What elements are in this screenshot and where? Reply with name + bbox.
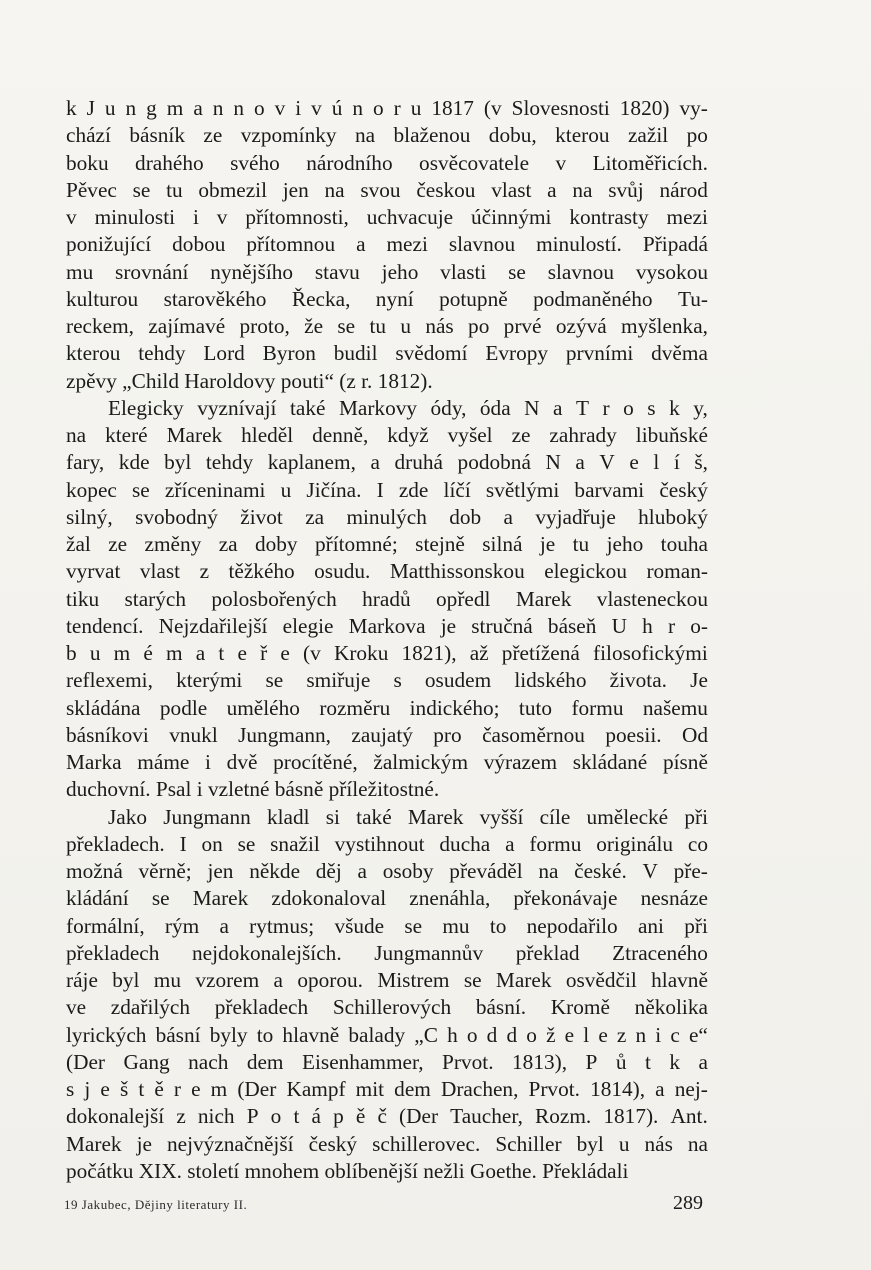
text-line: básníkovi vnukl Jungmann, zaujatý pro časoměrnou poesii. Od — [66, 722, 708, 747]
text-line: lyrických básní byly to hlavně balady „C h o d d o ž e l e z n i c e“ — [66, 1022, 708, 1047]
text-line: Jako Jungmann kladl si také Marek vyšší cíle umělecké při — [108, 804, 708, 829]
text-line: chází básník ze vzpomínky na blaženou dobu, kterou zažil po — [66, 123, 708, 148]
text-line: (Der Gang nach dem Eisenhammer, Prvot. 1813), P ů t k a — [66, 1049, 708, 1074]
text-line: reckem, zajímavé proto, že se tu u nás po prvé ozývá myšlenka, — [66, 314, 708, 338]
text-line: překladech. I on se snažil vystihnout ducha a formu originálu co — [66, 831, 708, 856]
text-line: b u m é m a t e ř e (v Kroku 1821), až přetížená filosofickými — [66, 641, 708, 665]
text-line: tiku starých polosbořených hradů opředl Marek vlasteneckou — [66, 586, 708, 611]
text-line: silný, svobodný život za minulých dob a vyjadřuje hluboký — [66, 504, 708, 529]
text-line: vyrvat vlast z těžkého osudu. Matthissonskou elegickou roman- — [66, 559, 708, 584]
text-line: na které Marek hleděl denně, když vyšel ze zahrady libuňské — [66, 423, 708, 447]
signature-mark: 19 Jakubec, Dějiny literatury II. — [64, 1197, 248, 1212]
text-line: kládání se Marek zdokonaloval znenáhla, překonávaje nesnáze — [66, 886, 708, 911]
text-line: mu srovnání nynějšího stavu jeho vlasti se slavnou vysokou — [66, 259, 708, 284]
text-line: Elegicky vyznívají také Markovy ódy, óda N a T r o s k y, — [108, 395, 708, 420]
text-line: ve zdařilých překladech Schillerových básní. Kromě několika — [66, 995, 708, 1020]
page-footer — [64, 1192, 703, 1215]
text-line: reflexemi, kterými se smiřuje s osudem lidského života. Je — [66, 668, 708, 693]
text-line: dokonalejší z nich P o t á p ě č (Der Taucher, Rozm. 1817). Ant. — [66, 1104, 708, 1129]
text-line: boku drahého svého národního osvěcovatele v Litoměřicích. — [66, 150, 708, 175]
text-line: možná věrně; jen někde děj a osoby převáděl na české. V pře- — [66, 859, 708, 883]
text-line: duchovní. Psal i vzletné básně příležitostné. — [66, 777, 440, 802]
text-line: kulturou starověkého Řecka, nyní potupně podmaněného Tu- — [66, 286, 708, 311]
text-line: tendencí. Nejzdařilejší elegie Markova je stručná báseň U h r o- — [66, 613, 708, 638]
page-number: 289 — [673, 1192, 703, 1214]
text-line: formální, rým a rytmus; všude se mu to nepodařilo ani při — [66, 913, 708, 938]
text-line: k J u n g m a n n o v i v ú n o r u 1817 (v Slovesnosti 1820) vy- — [66, 96, 708, 120]
body-text — [66, 95, 708, 1185]
text-line: překladech nejdokonalejších. Jungmannův překlad Ztraceného — [66, 940, 708, 965]
text-line: s j e š t ě r e m (Der Kampf mit dem Drachen, Prvot. 1814), a nej- — [66, 1077, 708, 1101]
text-line: ponižující dobou přítomnou a mezi slavnou minulostí. Připadá — [66, 232, 708, 257]
text-line: skládána podle umělého rozměru indického; tuto formu našemu — [66, 695, 708, 720]
text-line: počátku XIX. století mnohem oblíbenější nežli Goethe. Překládali — [66, 1158, 629, 1183]
text-line: žal ze změny za doby přítomné; stejně silná je tu jeho touha — [66, 532, 708, 556]
text-line: kopec se zříceninami u Jičína. I zde líčí světlými barvami český — [66, 477, 708, 502]
text-line: fary, kde byl tehdy kaplanem, a druhá podobná N a V e l í š, — [66, 450, 708, 475]
paragraph — [66, 395, 708, 804]
text-line: Marek je nejvýznačnější český schillerovec. Schiller byl u nás na — [66, 1131, 708, 1156]
text-line: ráje byl mu vzorem a oporou. Mistrem se Marek osvědčil hlavně — [66, 968, 708, 992]
paragraph — [66, 95, 708, 395]
text-line: zpěvy „Child Haroldovy pouti“ (z r. 1812). — [66, 368, 433, 393]
text-line: Marka máme i dvě procítěné, žalmickým výrazem skládané písně — [66, 750, 708, 774]
paragraph — [66, 804, 708, 1186]
text-line: Pěvec se tu obmezil jen na svou českou vlast a na svůj národ — [66, 177, 708, 202]
text-line: kterou tehdy Lord Byron budil svědomí Evropy prvními dvěma — [66, 341, 708, 366]
text-line: v minulosti i v přítomnosti, uchvacuje účinnými kontrasty mezi — [66, 205, 708, 229]
